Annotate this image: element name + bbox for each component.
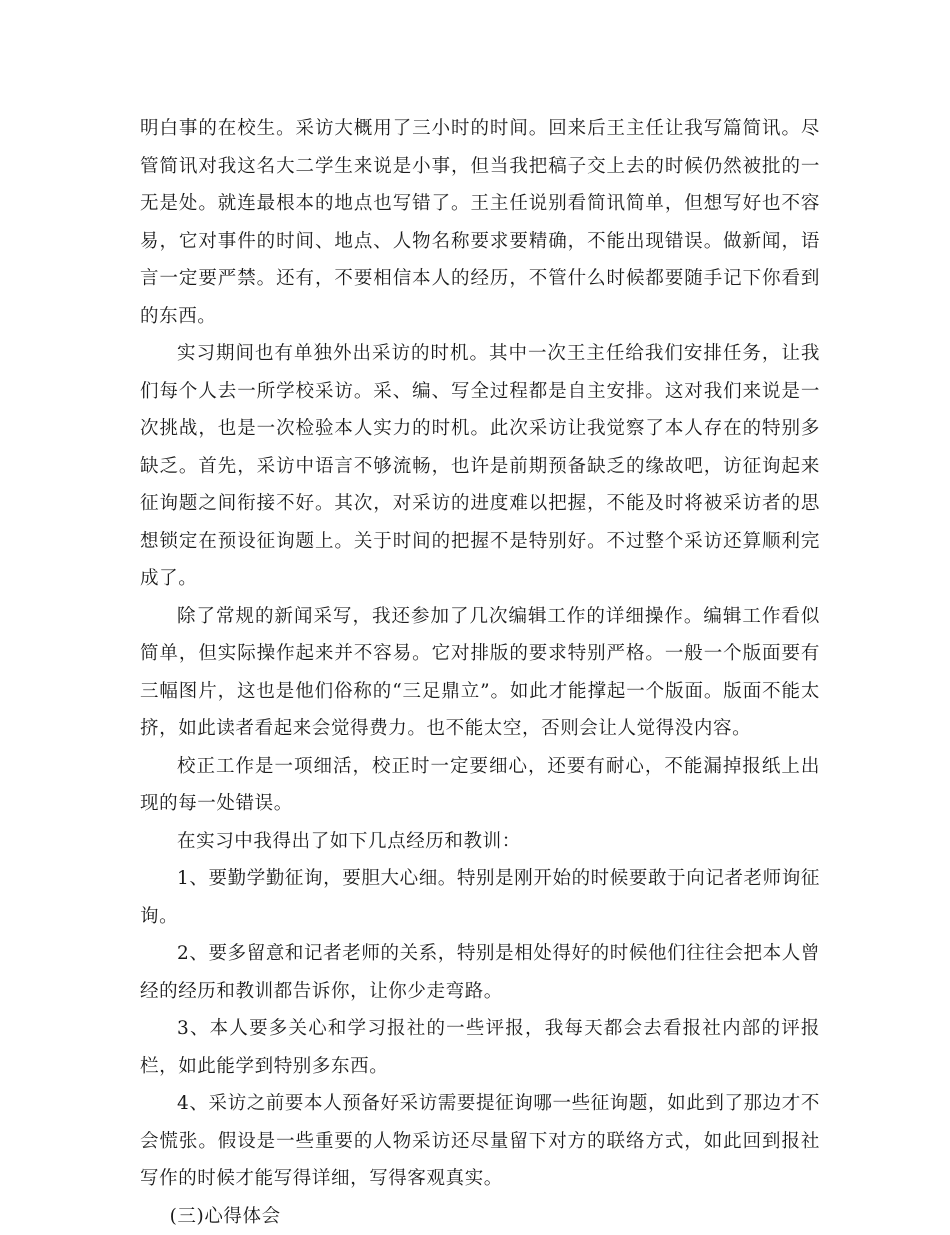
section-heading: (三)心得体会 [140,1198,820,1235]
paragraph: 校正工作是一项细活，校正时一定要细心，还要有耐心，不能漏掉报纸上出现的每一处错误。 [140,748,820,823]
document-body [140,110,820,1235]
list-item: 1、要勤学勤征询，要胆大心细。特别是刚开始的时候要敢于向记者老师询征询。 [140,860,820,935]
paragraph: 实习期间也有单独外出采访的时机。其中一次王主任给我们安排任务，让我们每个人去一所学校采访。采、编、写全过程都是自主安排。这对我们来说是一次挑战，也是一次检验本人实力的时机。此次采访让我觉察了本人存在的特别多缺乏。首先，采访中语言不够流畅，也许是前期预备缺乏的缘故吧，访征询起来征询题之间衔接不好。其次，对采访的进度难以把握，不能及时将被采访者的思想锁定在预设征询题上。关于时间的把握不是特别好。不过整个采访还算顺利完成了。 [140,335,820,598]
paragraph: 明白事的在校生。采访大概用了三小时的时间。回来后王主任让我写篇简讯。尽管简讯对我这名大二学生来说是小事，但当我把稿子交上去的时候仍然被批的一无是处。就连最根本的地点也写错了。王主任说别看简讯简单，但想写好也不容易，它对事件的时间、地点、人物名称要求要精确，不能出现错误。做新闻，语言一定要严禁。还有，不要相信本人的经历，不管什么时候都要随手记下你看到的东西。 [140,110,820,335]
list-item: 3、本人要多关心和学习报社的一些评报，我每天都会去看报社内部的评报栏，如此能学到特别多东西。 [140,1010,820,1085]
list-item: 2、要多留意和记者老师的关系，特别是相处得好的时候他们往往会把本人曾经的经历和教训都告诉你，让你少走弯路。 [140,935,820,1010]
paragraph: 除了常规的新闻采写，我还参加了几次编辑工作的详细操作。编辑工作看似简单，但实际操作起来并不容易。它对排版的要求特别严格。一般一个版面要有三幅图片，这也是他们俗称的“三足鼎立”。如此才能撑起一个版面。版面不能太挤，如此读者看起来会觉得费力。也不能太空，否则会让人觉得没内容。 [140,598,820,748]
paragraph: 在实习中我得出了如下几点经历和教训： [140,823,820,861]
list-item: 4、采访之前要本人预备好采访需要提征询哪一些征询题，如此到了那边才不会慌张。假设是一些重要的人物采访还尽量留下对方的联络方式，如此回到报社写作的时候才能写得详细，写得客观真实。 [140,1085,820,1198]
